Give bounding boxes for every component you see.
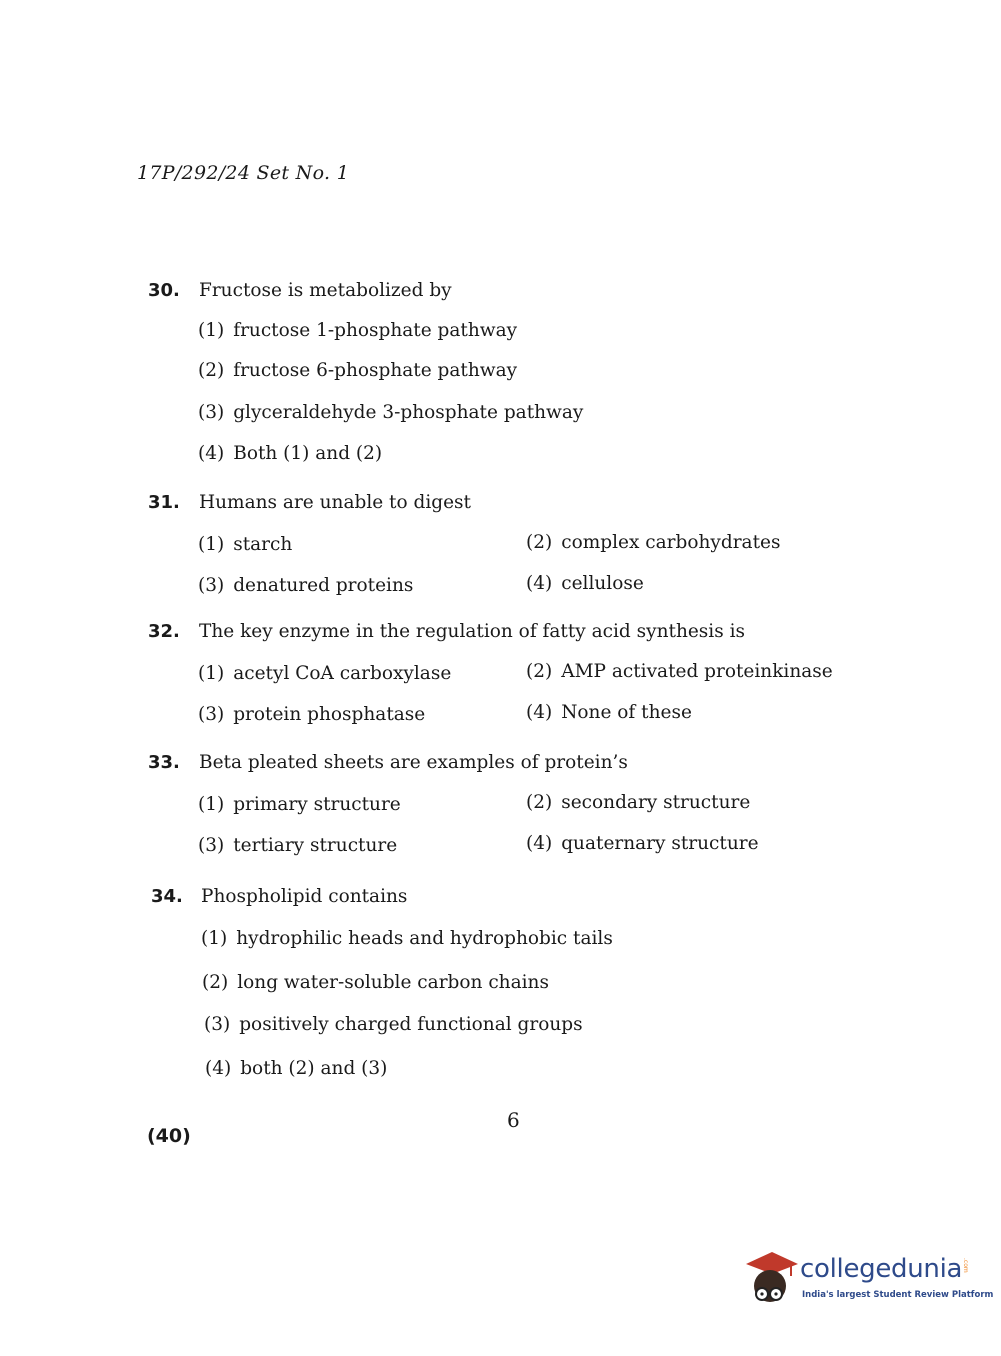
option (198, 360, 517, 381)
option (526, 702, 692, 723)
option (526, 532, 780, 553)
option (198, 320, 517, 341)
option-number: (3) (198, 575, 225, 596)
option-number: (2) (526, 661, 553, 682)
option-number: (2) (526, 532, 553, 553)
option (198, 663, 451, 684)
option (526, 833, 759, 854)
option (198, 835, 397, 856)
option (526, 573, 644, 594)
set-code-header: 17P/292/24 Set No. 1 (137, 162, 350, 184)
option-number: (1) (201, 928, 228, 949)
option-text: quaternary structure (561, 833, 759, 854)
option-text: starch (233, 534, 293, 555)
question-number: 31. (148, 492, 180, 513)
option-number: (1) (198, 663, 225, 684)
option-text: fructose 6-phosphate pathway (233, 360, 518, 381)
option-number: (3) (198, 835, 225, 856)
question-number: 30. (148, 280, 180, 301)
option-number: (2) (202, 972, 229, 993)
option-text: primary structure (233, 794, 401, 815)
option-text: AMP activated proteinkinase (561, 661, 833, 682)
option (526, 661, 833, 682)
question-number: 34. (151, 886, 183, 907)
option-text: glyceraldehyde 3-phosphate pathway (233, 402, 584, 423)
collegedunia-logo (742, 1250, 994, 1312)
option-number: (3) (204, 1014, 231, 1035)
option (202, 972, 549, 993)
option-number: (4) (526, 833, 553, 854)
page-number: 6 (507, 1108, 520, 1132)
option-number: (1) (198, 320, 225, 341)
option-text: denatured proteins (233, 575, 414, 596)
question-text: The key enzyme in the regulation of fatty acid synthesis is (199, 621, 746, 642)
logo-suffix: .com (962, 1258, 969, 1273)
option (526, 792, 750, 813)
option-text: Both (1) and (2) (233, 443, 383, 464)
option-text: acetyl CoA carboxylase (233, 663, 452, 684)
question-text: Phospholipid contains (201, 886, 408, 907)
option-number: (4) (198, 443, 225, 464)
option (198, 443, 382, 464)
logo-wordmark: collegedunia (800, 1254, 963, 1284)
question-text: Beta pleated sheets are examples of protein’s (199, 752, 628, 773)
option (198, 575, 413, 596)
question-text: Humans are unable to digest (199, 492, 471, 513)
question-number: 33. (148, 752, 180, 773)
option-text: fructose 1-phosphate pathway (233, 320, 518, 341)
mascot-icon (742, 1250, 800, 1310)
option-text: None of these (561, 702, 692, 723)
option-text: tertiary structure (233, 835, 398, 856)
option-text: positively charged functional groups (239, 1014, 583, 1035)
option (201, 928, 613, 949)
option (198, 794, 401, 815)
option-number: (4) (526, 573, 553, 594)
option (198, 534, 292, 555)
option-text: both (2) and (3) (240, 1058, 388, 1079)
option-text: cellulose (561, 573, 644, 594)
option-number: (2) (198, 360, 225, 381)
option-text: complex carbohydrates (561, 532, 781, 553)
question-number: 32. (148, 621, 180, 642)
option-number: (4) (526, 702, 553, 723)
option-text: hydrophilic heads and hydrophobic tails (236, 928, 613, 949)
option-number: (3) (198, 402, 225, 423)
option (205, 1058, 387, 1079)
option-text: long water-soluble carbon chains (237, 972, 549, 993)
option-text: secondary structure (561, 792, 751, 813)
option (198, 402, 583, 423)
option-number: (2) (526, 792, 553, 813)
option-number: (1) (198, 794, 225, 815)
option-number: (3) (198, 704, 225, 725)
option-number: (1) (198, 534, 225, 555)
option (204, 1014, 583, 1035)
option-text: protein phosphatase (233, 704, 426, 725)
question-text: Fructose is metabolized by (199, 280, 452, 301)
logo-tagline: India's largest Student Review Platform (802, 1290, 994, 1300)
option-number: (4) (205, 1058, 232, 1079)
option (198, 704, 425, 725)
paper-code-footer: (40) (147, 1125, 191, 1147)
